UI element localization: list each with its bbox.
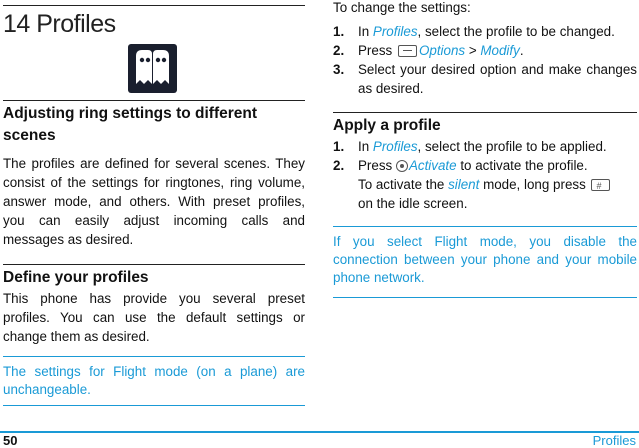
change-step-1: 1. In Profiles, select the profile to be changed. <box>333 24 615 39</box>
section2-heading: Define your profiles <box>3 269 149 286</box>
page-number: 50 <box>3 433 18 448</box>
note-bottom-rule <box>3 405 305 406</box>
footer-section-label: Profiles <box>592 433 636 448</box>
change-step-2: 2. Press Options > Modify. <box>333 43 524 58</box>
section1-body: The profiles are defined for several scenes. They consist of the settings for ringtones, ring volume, answer mode, and others. With preset profiles, you can easily adjust incoming calls and messages as desired. <box>3 156 305 247</box>
apply-note-bottom-rule <box>333 297 637 298</box>
flight-note: The settings for Flight mode (on a plane) are unchangeable. <box>3 364 305 397</box>
apply-heading: Apply a profile <box>333 117 441 134</box>
hash-key-icon <box>591 179 610 191</box>
note-top-rule <box>3 356 305 357</box>
apply-step-1: 1. In Profiles, select the profile to be applied. <box>333 139 607 154</box>
section1-heading: Adjusting ring settings to different scenes <box>3 105 258 144</box>
apply-steps <box>333 137 637 213</box>
chapter-top-rule <box>3 5 305 6</box>
chapter-title: 14 Profiles <box>3 10 116 38</box>
section2-body: This phone has provide you several preset profiles. You can use the default settings or change them as desired. <box>3 291 305 344</box>
profiles-icon <box>128 44 177 93</box>
apply-step-2: 2. Press Activate to activate the profile. To activate the silent mode, long press # on the idle screen. <box>333 156 637 213</box>
change-step-3: 3. Select your desired option and make changes as desired. <box>333 62 637 96</box>
apply-note: If you select Flight mode, you disable the connection between your phone and your mobile phone network. <box>333 234 637 285</box>
ok-key-icon <box>396 160 408 172</box>
section1-rule <box>3 100 305 101</box>
left-softkey-icon <box>398 45 417 57</box>
right-column <box>333 0 637 298</box>
footer-rule <box>0 431 639 433</box>
change-steps <box>333 22 637 98</box>
change-intro: To change the settings: <box>333 0 471 15</box>
section2-rule <box>3 264 305 265</box>
apply-rule <box>333 112 637 113</box>
apply-note-top-rule <box>333 226 637 227</box>
left-column <box>3 100 305 406</box>
